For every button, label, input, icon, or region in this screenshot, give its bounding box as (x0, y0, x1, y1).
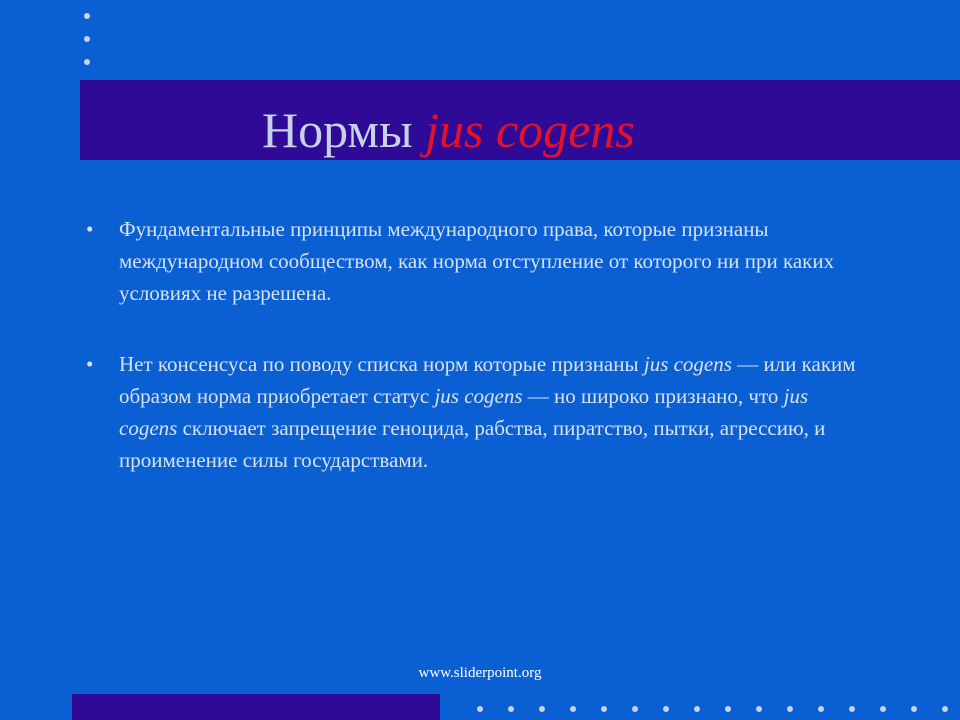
bullet-latin-term: jus cogens (643, 352, 732, 376)
bullet-latin-term: jus cogens (119, 384, 809, 440)
bullet-marker: • (86, 217, 94, 241)
decorative-dot (849, 706, 855, 712)
decorative-dot (84, 36, 90, 42)
decorative-dot (632, 706, 638, 712)
footer-url: www.sliderpoint.org (418, 665, 542, 681)
decorative-dot (880, 706, 886, 712)
bullet-latin-term: jus cogens (434, 384, 523, 408)
bullet-item (86, 348, 886, 476)
decorative-dot (84, 13, 90, 19)
decorative-dot (787, 706, 793, 712)
decorative-dot (508, 706, 514, 712)
decorative-dot (539, 706, 545, 712)
decorative-dots-top (84, 10, 96, 70)
decorative-dot (725, 706, 731, 712)
bullet-item (86, 213, 886, 309)
decorative-dot (818, 706, 824, 712)
bullet-text-part: сключает запрещение геноцида, рабства, пиратство, пытки, агрессию, и проименение силы государствами. (119, 416, 826, 472)
decorative-dot (84, 59, 90, 65)
bullet-list (86, 213, 886, 515)
decorative-dot (477, 706, 483, 712)
title-prefix: Нормы (262, 102, 426, 158)
decorative-dot (911, 706, 917, 712)
bullet-text-part: — или каким образом норма приобретает статус (119, 352, 856, 408)
title-latin-term: jus cogens (425, 102, 635, 158)
decorative-dot (756, 706, 762, 712)
bullet-text-part: — но широко признано, что (522, 384, 784, 408)
decorative-dots-bottom (475, 704, 960, 720)
decorative-dot (601, 706, 607, 712)
bullet-text: Фундаментальные принципы международного права, которые признаны международном сообществом, как норма отступление от которого ни при каких условиях не разрешена. (119, 217, 835, 305)
bottom-bar (72, 694, 440, 720)
decorative-dot (663, 706, 669, 712)
bullet-text-part: Нет консенсуса по поводу списка норм которые признаны (119, 352, 644, 376)
decorative-dot (942, 706, 948, 712)
decorative-dot (694, 706, 700, 712)
slide-title (262, 100, 635, 160)
bullet-marker: • (86, 352, 94, 376)
bullet-text (119, 348, 869, 476)
decorative-dot (570, 706, 576, 712)
